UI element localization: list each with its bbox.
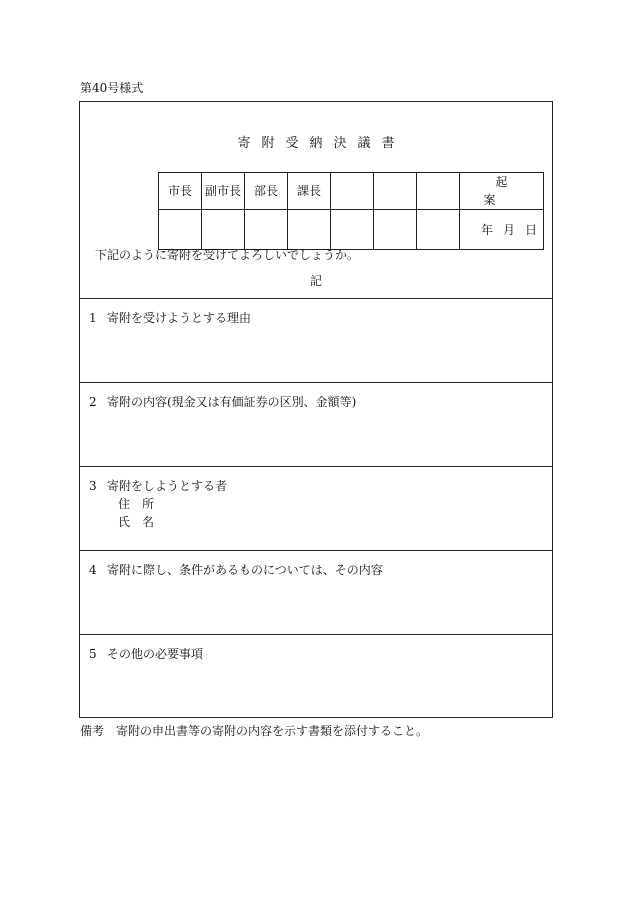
section-reason[interactable] <box>80 299 552 383</box>
approval-label-deputy-mayor: 副市長 <box>202 173 245 210</box>
section-number: 1 <box>89 311 97 325</box>
section-donor[interactable] <box>80 467 552 551</box>
section-number: 5 <box>89 647 97 661</box>
remarks-note: 備考 寄附の申出書等の寄附の内容を示す書類を添付すること。 <box>80 724 429 738</box>
approval-label-director: 部長 <box>245 173 288 210</box>
draft-date-cell[interactable] <box>460 210 544 250</box>
stamp-cell-section-chief[interactable] <box>288 210 331 250</box>
approval-label-section-chief: 課長 <box>288 173 331 210</box>
approval-label-mayor: 市長 <box>159 173 202 210</box>
donor-name-label: 氏名 <box>118 515 167 529</box>
form-number: 第40号様式 <box>80 81 144 95</box>
section-title: 寄附の内容(現金又は有価証券の区別、金額等) <box>107 395 357 409</box>
stamp-cell-blank-2[interactable] <box>374 210 417 250</box>
approval-stamp-row <box>159 210 544 250</box>
ki-mark: 記 <box>309 274 322 288</box>
stamp-cell-director[interactable] <box>245 210 288 250</box>
section-heading <box>89 477 227 494</box>
stamp-cell-deputy-mayor[interactable] <box>202 210 245 250</box>
approval-label-blank-2 <box>374 173 417 210</box>
approval-label-blank-3 <box>417 173 460 210</box>
section-heading <box>89 561 383 578</box>
date-year-label: 年 <box>480 223 503 237</box>
section-title: 寄附を受けようとする理由 <box>107 311 252 325</box>
section-number: 4 <box>89 563 97 577</box>
section-content[interactable] <box>80 383 552 467</box>
date-month-label: 月 <box>502 223 525 237</box>
header-area <box>80 102 552 299</box>
section-number: 2 <box>89 395 97 409</box>
stamp-cell-blank-3[interactable] <box>417 210 460 250</box>
section-number: 3 <box>89 479 97 493</box>
approval-label-blank-1 <box>331 173 374 210</box>
form-frame <box>79 101 553 718</box>
stamp-cell-mayor[interactable] <box>159 210 202 250</box>
draft-label: 起案 <box>460 173 544 210</box>
approval-stamp-table <box>158 172 544 250</box>
stamp-cell-blank-1[interactable] <box>331 210 374 250</box>
section-title: 寄附をしようとする者 <box>107 479 228 493</box>
section-heading <box>89 645 203 662</box>
approval-label-row <box>159 173 544 210</box>
section-title: その他の必要事項 <box>107 647 204 661</box>
document-title: 寄附受納決議書 <box>237 136 406 151</box>
section-heading <box>89 393 356 410</box>
section-heading <box>89 309 251 326</box>
section-conditions[interactable] <box>80 551 552 635</box>
section-title: 寄附に際し、条件があるものについては、その内容 <box>107 563 383 577</box>
donor-address-label: 住所 <box>118 497 167 511</box>
section-other[interactable] <box>80 635 552 718</box>
date-day-label: 日 <box>524 223 537 237</box>
request-text: 下記のように寄附を受けてよろしいでしょうか。 <box>95 248 360 262</box>
